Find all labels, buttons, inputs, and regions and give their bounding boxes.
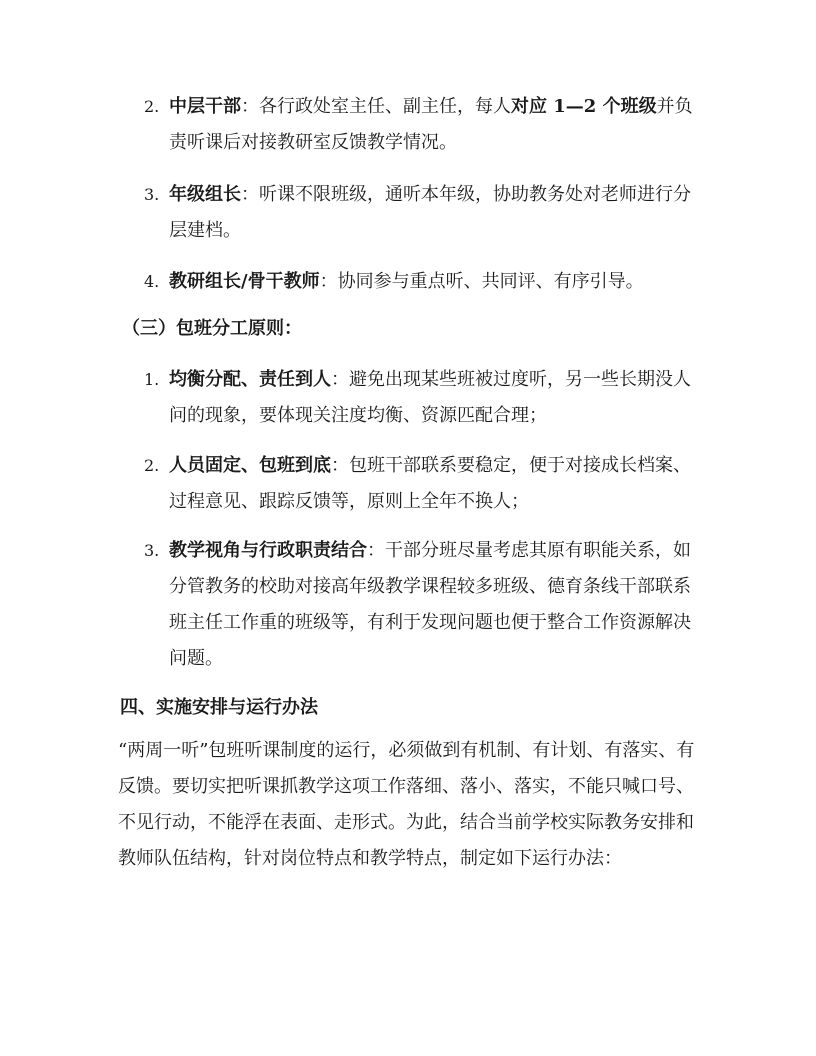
list-item xyxy=(144,89,704,161)
list-item-number: 3. xyxy=(144,541,160,560)
list-item-description: ：干部分班尽量考虑其原有职能关系，如分管教务的校助对接高年级教学课程较多班级、德育条线干部联系班主任工作重的班级等，有利于发现问题也便于整合工作资源解决问题。 xyxy=(169,540,691,669)
list-item-number: 2. xyxy=(144,456,160,475)
section-heading: 四、实施安排与运行办法 xyxy=(120,697,318,718)
body-paragraph: “两周一听”包班听课制度的运行，必须做到有机制、有计划、有落实、有反馈。要切实把听课抓教学这项工作落细、落小、落实，不能只喊口号、不见行动，不能浮在表面、走形式。为此，结合当前学校实际教务安排和教师队伍结构，针对岗位特点和教学特点，制定如下运行办法： xyxy=(118,740,695,869)
list-item-term: 均衡分配、责任到人 xyxy=(169,369,331,390)
list-item-term: 年级组长 xyxy=(169,184,241,205)
section-subheading: （三）包班分工原则： xyxy=(122,318,302,339)
list-item-term: 人员固定、包班到底 xyxy=(169,455,331,476)
list-item-description: ：各行政处室主任、副主任，每人 xyxy=(241,96,511,117)
list-item-number: 4. xyxy=(144,272,160,291)
list-item-number: 2. xyxy=(144,97,160,116)
list-item-number: 3. xyxy=(144,185,160,204)
list-item-text xyxy=(169,177,704,249)
list-item-number: 1. xyxy=(144,370,160,389)
list-item-description: ：包班干部联系要稳定，便于对接成长档案、过程意见、跟踪反馈等，原则上全年不换人； xyxy=(169,455,691,512)
list-item-description: ：听课不限班级，通听本年级，协助教务处对老师进行分层建档。 xyxy=(169,184,691,241)
list-item-text xyxy=(169,89,704,161)
list-item-text xyxy=(169,533,704,677)
list-item-text xyxy=(169,362,704,434)
list-item xyxy=(144,448,704,520)
list-item-term: 中层干部 xyxy=(169,96,241,117)
list-item xyxy=(144,264,704,300)
list-item xyxy=(144,177,704,249)
list-item-emphasis: 对应 1—2 个班级 xyxy=(511,96,657,117)
list-item-description: ：避免出现某些班被过度听，另一些长期没人问的现象，要体现关注度均衡、资源匹配合理； xyxy=(169,369,691,426)
list-item-term: 教学视角与行政职责结合 xyxy=(169,540,367,561)
list-item-description: 并负责听课后对接教研室反馈教学情况。 xyxy=(169,96,693,153)
list-item xyxy=(144,362,704,434)
list-item-term: 教研组长/骨干教师 xyxy=(169,271,320,292)
list-item xyxy=(144,533,704,677)
list-item-description: ：协同参与重点听、共同评、有序引导。 xyxy=(319,271,644,292)
list-item-text xyxy=(169,264,704,300)
list-item-text xyxy=(169,448,704,520)
